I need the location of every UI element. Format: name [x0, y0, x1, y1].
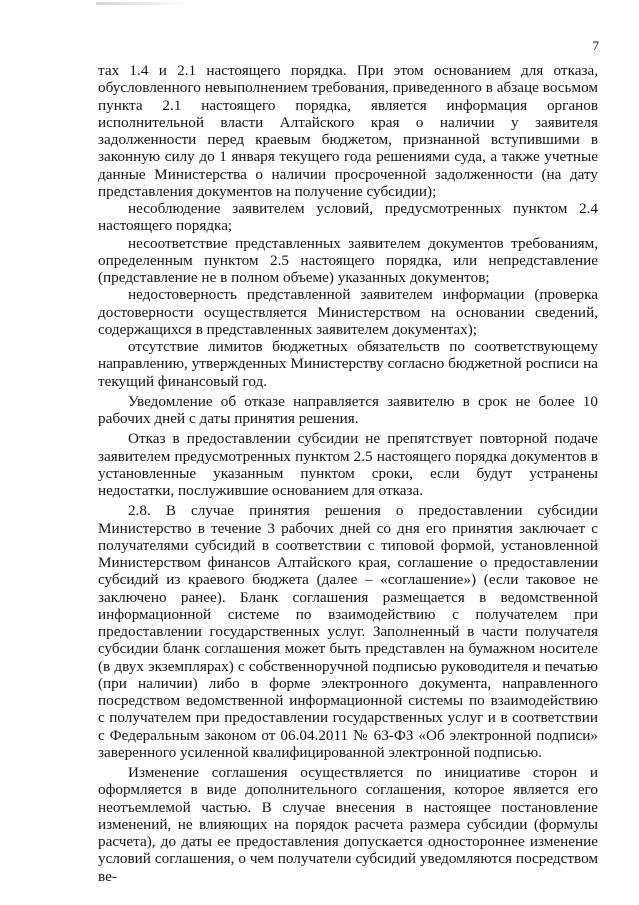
paragraph-refusal-notice: Уведомление об отказе направляется заявителю в срок не более 10 рабочих дней с даты принятия решения.: [98, 392, 598, 427]
paragraph-reason-documents: несоответствие представленных заявителем документов требованиям, определенным пунктом 2.5 настоящего порядка, или непредставление (представление не в полном объеме) указанных документов;: [98, 234, 598, 286]
scan-artifact: [96, 2, 191, 5]
paragraph-agreement-changes: Изменение соглашения осуществляется по инициативе сторон и оформляется в виде дополнительного соглашения, которое является его неотъемлемой частью. В случае внесения в настоящее постановление изменений, не влияющих на порядок расчета размера субсидии (формулы расчета), до даты ее предоставления допускается одностороннее изменение условий соглашения, о чем получатели субсидий уведомляются посредством ве-: [98, 764, 598, 885]
paragraph-reason-reliability: недостоверность представленной заявителем информации (проверка достоверности осуществляется Министерством на основании сведений, содержащихся в представленных заявителем документах);: [98, 286, 598, 338]
page-number: 7: [592, 38, 599, 53]
paragraph-section-2-8: 2.8. В случае принятия решения о предоставлении субсидии Министерство в течение 3 рабочих дней со дня его принятия заключает с получателями субсидий в соответствии с типовой формой, установленной Министерством финансов Алтайского края, соглашение о предоставлении субсидий из краевого бюджета (далее – «соглашение») (если таковое не заключено ранее). Бланк соглашения размещается в ведомственной информационной системе по взаимодействию с получателем при предоставлении государственных услуг. Заполненный в части получателя субсидии бланк соглашения может быть представлен на бумажном носителе (в двух экземплярах) с собственноручной подписью руководителя и печатью (при наличии) либо в форме электронного документа, направленного посредством ведомственной информационной системы по взаимодействию с получателем при предоставлении государственных услуг и в соответствии с Федеральным законом от 06.04.2011 № 63-ФЗ «Об электронной подписи» заверенного усиленной квалифицированной электронной подписью.: [98, 502, 598, 761]
paragraph-reason-conditions: несоблюдение заявителем условий, предусмотренных пунктом 2.4 настоящего порядка;: [98, 200, 598, 235]
paragraph-reason-limits: отсутствие лимитов бюджетных обязательств по соответствующему направлению, утвержденных Министерству согласно бюджетной росписи на текущий финансовый год.: [98, 338, 598, 390]
paragraph-reapplication: Отказ в предоставлении субсидии не препятствует повторной подаче заявителем предусмотренных пунктом 2.5 настоящего порядка документов в установленные указанным пунктом сроки, если будут устранены недостатки, послужившие основанием для отказа.: [98, 430, 598, 499]
paragraph-continuation: тах 1.4 и 2.1 настоящего порядка. При этом основанием для отказа, обусловленного невыполнением требования, приведенного в абзаце восьмом пункта 2.1 настоящего порядка, является информация органов исполнительной власти Алтайского края о наличии у заявителя задолженности перед краевым бюджетом, признанной вступившими в законную силу до 1 января текущего года решениями суда, а также учетные данные Министерства о наличии просроченной задолженности (на дату представления документов на получение субсидии);: [98, 62, 598, 200]
body-text: [98, 62, 598, 885]
